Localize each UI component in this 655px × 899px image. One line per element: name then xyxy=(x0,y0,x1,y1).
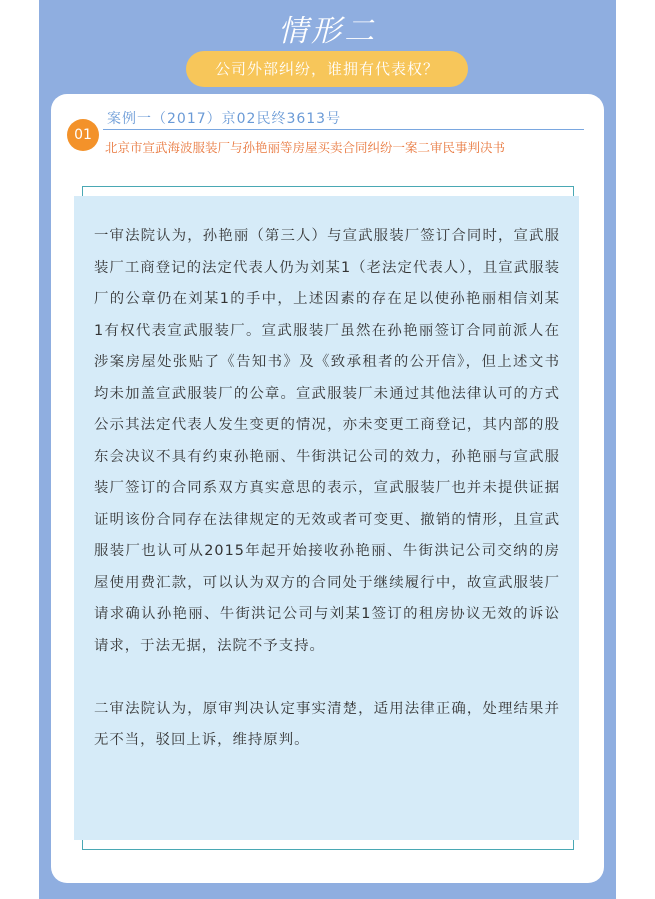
case-subtitle: 北京市宣武海波服装厂与孙艳丽等房屋买卖合同纠纷一案二审民事判决书 xyxy=(105,140,506,155)
divider xyxy=(103,129,584,130)
section-heading: 情形二 xyxy=(278,14,377,49)
second-instance-paragraph: 二审法院认为，原审判决认定事实清楚，适用法律正确，处理结果并无不当，驳回上诉，维持原判。 xyxy=(94,700,560,748)
judgment-text xyxy=(94,221,560,788)
first-instance-paragraph: 一审法院认为，孙艳丽（第三人）与宣武服装厂签订合同时，宣武服装厂工商登记的法定代表人仍为刘某1（老法定代表人），且宣武服装厂的公章仍在刘某1的手中，上述因素的存在足以使孙艳丽相信刘某1有权代表宣武服装厂。宣武服装厂虽然在孙艳丽签订合同前派人在涉案房屋处张贴了《告知书》及《致承租者的公开信》，但上述文书均未加盖宣武服装厂的公章。宣武服装厂未通过其他法律认可的方式公示其法定代表人发生变更的情况，亦未变更工商登记，其内部的股东会决议不具有约束孙艳丽、牛街洪记公司的效力，孙艳丽与宣武服装厂签订的合同系双方真实意思的表示，宣武服装厂也并未提供证据证明该份合同存在法律规定的无效或者可变更、撤销的情形，且宣武服装厂也认可从2015年起开始接收孙艳丽、牛街洪记公司交纳的房屋使用费汇款，可以认为双方的合同处于继续履行中，故宣武服装厂请求确认孙艳丽、牛街洪记公司与刘某1签订的租房协议无效的诉讼请求，于法无据，法院不予支持。 xyxy=(94,228,560,654)
question-banner: 公司外部纠纷，谁拥有代表权？ xyxy=(186,51,468,87)
case-number-badge: 01 xyxy=(67,119,99,151)
case-title: 案例一（2017）京02民终3613号 xyxy=(107,111,342,127)
